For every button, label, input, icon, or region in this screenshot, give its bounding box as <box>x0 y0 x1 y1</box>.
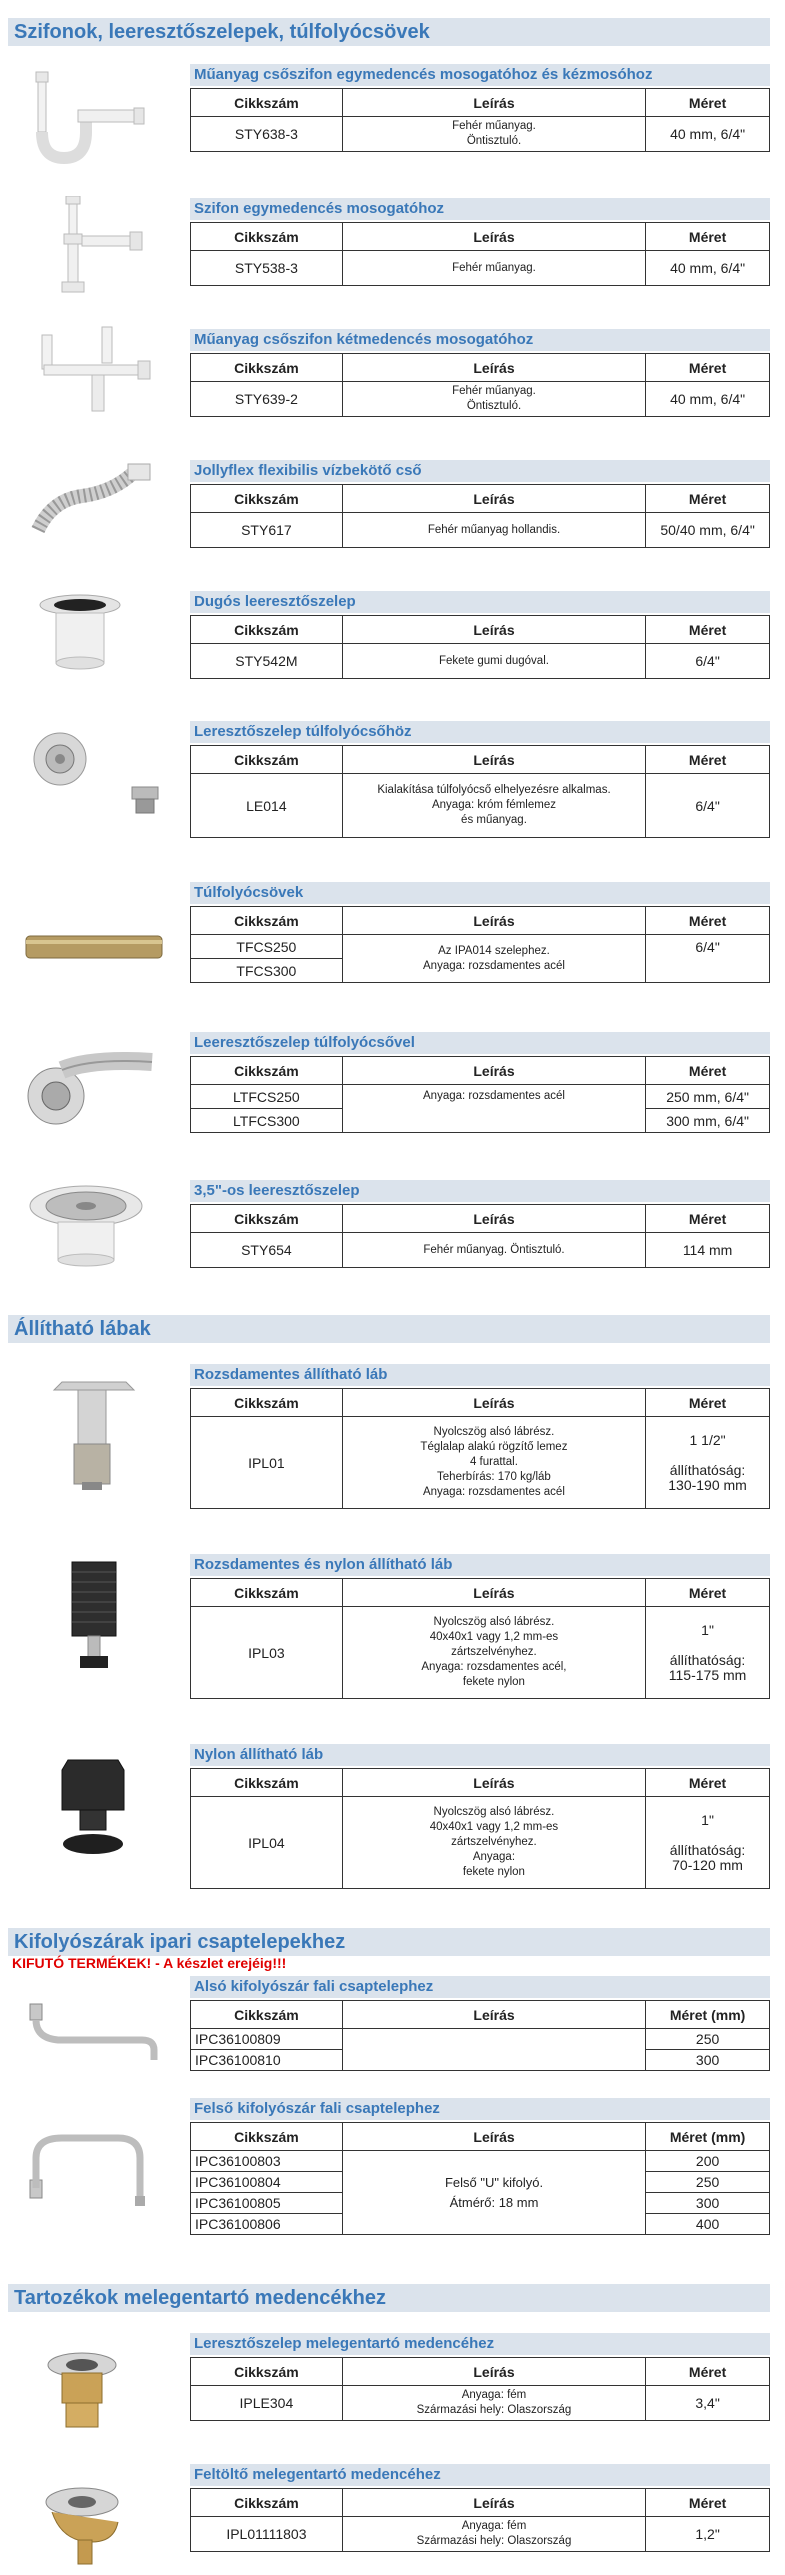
spout-image <box>22 2128 167 2218</box>
cell-size: 300 <box>646 2050 770 2071</box>
cell-code: IPC36100810 <box>191 2050 343 2071</box>
cell-size: 6/4" <box>646 935 770 983</box>
cell-code: STY617 <box>191 513 343 548</box>
cell-code: LTFCS250 <box>191 1085 343 1109</box>
col-code: Cikkszám <box>191 616 343 644</box>
col-size: Méret <box>646 1769 770 1797</box>
cell-desc: Anyaga: fém Származási hely: Olaszország <box>342 2517 645 2552</box>
product-title: Rozsdamentes és nylon állítható láb <box>190 1554 770 1576</box>
col-desc: Leírás <box>342 746 645 774</box>
product-title: Műanyag csőszifon kétmedencés mosogatóhoz <box>190 329 770 351</box>
col-desc: Leírás <box>342 1057 645 1085</box>
spec-table <box>190 353 770 417</box>
cell-desc: Anyaga: fém Származási hely: Olaszország <box>342 2386 645 2421</box>
siphon-image <box>22 325 167 425</box>
cell-code: STY638-3 <box>191 117 343 152</box>
spec-table <box>190 2122 770 2235</box>
cell-code: IPC36100803 <box>191 2151 343 2172</box>
col-desc: Leírás <box>342 2001 645 2029</box>
cell-code: IPC36100805 <box>191 2193 343 2214</box>
product-title: Leresztőszelep melegentartó medencéhez <box>190 2333 770 2355</box>
product-title: 3,5"-os leeresztőszelep <box>190 1180 770 1202</box>
col-desc: Leírás <box>342 354 645 382</box>
col-code: Cikkszám <box>191 2001 343 2029</box>
cell-code: STY639-2 <box>191 382 343 417</box>
cell-size: 200 <box>646 2151 770 2172</box>
drain-valve-image <box>22 729 167 829</box>
cell-desc: Anyaga: rozsdamentes acél <box>342 1085 645 1133</box>
col-code: Cikkszám <box>191 223 343 251</box>
col-code: Cikkszám <box>191 354 343 382</box>
cell-size: 6/4" <box>646 774 770 838</box>
cell-desc: Fehér műanyag. <box>342 251 645 286</box>
cell-code: IPL03 <box>191 1607 343 1699</box>
spec-table <box>190 88 770 152</box>
siphon-image <box>22 70 167 170</box>
drain-valve-image <box>22 1178 167 1278</box>
cell-desc: Fehér műanyag. Öntisztuló. <box>342 117 645 152</box>
cell-size: 40 mm, 6/4" <box>646 382 770 417</box>
spec-table <box>190 222 770 286</box>
col-desc: Leírás <box>342 89 645 117</box>
section-header-legs: Állítható lábak <box>8 1315 770 1343</box>
cell-size: 300 mm, 6/4" <box>646 1109 770 1133</box>
spec-table <box>190 1204 770 1268</box>
cell-code: IPL01 <box>191 1417 343 1509</box>
product-title: Dugós leeresztőszelep <box>190 591 770 613</box>
col-size: Méret <box>646 1579 770 1607</box>
spec-table <box>190 2488 770 2552</box>
cell-desc: Fekete gumi dugóval. <box>342 644 645 679</box>
cell-desc: Nyolcszög alsó lábrész. 40x40x1 vagy 1,2 mm-es zártszelvényhez. Anyaga: fekete nylon <box>342 1797 645 1889</box>
cell-code: LTFCS300 <box>191 1109 343 1133</box>
col-size: Méret <box>646 223 770 251</box>
cell-size: 114 mm <box>646 1233 770 1268</box>
flex-pipe-image <box>22 460 167 550</box>
cell-code: IPC36100809 <box>191 2029 343 2050</box>
col-code: Cikkszám <box>191 1769 343 1797</box>
section-header-spouts: Kifolyószárak ipari csaptelepekhez <box>8 1928 770 1956</box>
overflow-pipe-image <box>22 928 167 968</box>
product-title: Nylon állítható láb <box>190 1744 770 1766</box>
product-title: Feltöltő melegentartó medencéhez <box>190 2464 770 2486</box>
product-title: Jollyflex flexibilis vízbekötő cső <box>190 460 770 482</box>
drain-valve-image <box>22 1046 167 1136</box>
cell-desc: Fehér műanyag hollandis. <box>342 513 645 548</box>
col-code: Cikkszám <box>191 2123 343 2151</box>
cell-desc <box>342 2029 645 2071</box>
spec-table <box>190 484 770 548</box>
col-code: Cikkszám <box>191 2358 343 2386</box>
cell-code: IPC36100806 <box>191 2214 343 2235</box>
cell-size: 250 mm, 6/4" <box>646 1085 770 1109</box>
siphon-image <box>22 196 167 296</box>
col-size: Méret <box>646 1389 770 1417</box>
product-title: Szifon egymedencés mosogatóhoz <box>190 198 770 220</box>
cell-code: STY654 <box>191 1233 343 1268</box>
col-code: Cikkszám <box>191 485 343 513</box>
product-title: Felső kifolyószár fali csaptelephez <box>190 2098 770 2120</box>
cell-size: 50/40 mm, 6/4" <box>646 513 770 548</box>
cell-code: IPC36100804 <box>191 2172 343 2193</box>
col-size: Méret <box>646 2358 770 2386</box>
product-title: Leresztőszelep túlfolyócsőhöz <box>190 721 770 743</box>
cell-size: 40 mm, 6/4" <box>646 251 770 286</box>
adjustable-leg-image <box>22 1378 167 1498</box>
col-size: Méret <box>646 1057 770 1085</box>
col-desc: Leírás <box>342 485 645 513</box>
cell-code: STY538-3 <box>191 251 343 286</box>
spec-table <box>190 615 770 679</box>
spec-table <box>190 745 770 838</box>
col-desc: Leírás <box>342 1205 645 1233</box>
cell-code: IPL01111803 <box>191 2517 343 2552</box>
col-desc: Leírás <box>342 1389 645 1417</box>
cell-code: IPLE304 <box>191 2386 343 2421</box>
col-size: Méret <box>646 89 770 117</box>
product-title: Túlfolyócsövek <box>190 882 770 904</box>
col-code: Cikkszám <box>191 2489 343 2517</box>
drain-valve-image <box>22 591 167 686</box>
cell-code: LE014 <box>191 774 343 838</box>
cell-size: 1,2" <box>646 2517 770 2552</box>
cell-desc: Az IPA014 szelephez. Anyaga: rozsdamentes acél <box>342 935 645 983</box>
spec-table <box>190 1388 770 1509</box>
cell-size: 6/4" <box>646 644 770 679</box>
col-code: Cikkszám <box>191 907 343 935</box>
col-desc: Leírás <box>342 2358 645 2386</box>
col-desc: Leírás <box>342 2123 645 2151</box>
cell-size: 300 <box>646 2193 770 2214</box>
adjustable-leg-image <box>22 1750 167 1870</box>
cell-size: 40 mm, 6/4" <box>646 117 770 152</box>
col-desc: Leírás <box>342 1579 645 1607</box>
col-size: Méret <box>646 2489 770 2517</box>
spout-image <box>22 2002 167 2072</box>
spec-table <box>190 1578 770 1699</box>
spec-table <box>190 1768 770 1889</box>
cell-size: 1 1/2" állíthatóság: 130-190 mm <box>646 1417 770 1509</box>
cell-desc: Fehér műanyag. Öntisztuló. <box>342 1233 645 1268</box>
spec-table <box>190 906 770 983</box>
filler-image <box>22 2472 167 2572</box>
col-code: Cikkszám <box>191 89 343 117</box>
cell-code: STY542M <box>191 644 343 679</box>
col-size: Méret <box>646 616 770 644</box>
cell-desc: Nyolcszög alsó lábrész. 40x40x1 vagy 1,2 mm-es zártszelvényhez. Anyaga: rozsdamentes acél, fekete nylon <box>342 1607 645 1699</box>
cell-code: IPL04 <box>191 1797 343 1889</box>
col-desc: Leírás <box>342 2489 645 2517</box>
product-title: Leeresztőszelep túlfolyócsővel <box>190 1032 770 1054</box>
col-size: Méret <box>646 907 770 935</box>
cell-code: TFCS250 <box>191 935 343 959</box>
col-code: Cikkszám <box>191 1205 343 1233</box>
col-desc: Leírás <box>342 223 645 251</box>
product-title: Rozsdamentes állítható láb <box>190 1364 770 1386</box>
discontinued-warning: KIFUTÓ TERMÉKEK! - A készlet erejéig!!! <box>12 1955 287 1971</box>
col-size: Méret <box>646 746 770 774</box>
product-title: Alsó kifolyószár fali csaptelephez <box>190 1976 770 1998</box>
cell-desc: Fehér műanyag. Öntisztuló. <box>342 382 645 417</box>
col-code: Cikkszám <box>191 1389 343 1417</box>
cell-desc: Nyolcszög alsó lábrész. Téglalap alakú rögzítő lemez 4 furattal. Teherbírás: 170 kg/láb Anyaga: rozsdamentes acél <box>342 1417 645 1509</box>
col-desc: Leírás <box>342 907 645 935</box>
cell-size: 250 <box>646 2029 770 2050</box>
cell-size: 400 <box>646 2214 770 2235</box>
spec-table <box>190 2357 770 2421</box>
col-code: Cikkszám <box>191 1579 343 1607</box>
cell-size: 3,4" <box>646 2386 770 2421</box>
cell-size: 250 <box>646 2172 770 2193</box>
drain-valve-image <box>22 2343 167 2443</box>
col-code: Cikkszám <box>191 1057 343 1085</box>
col-size: Méret <box>646 354 770 382</box>
section-header-siphons: Szifonok, leeresztőszelepek, túlfolyócsövek <box>8 18 770 46</box>
product-title: Műanyag csőszifon egymedencés mosogatóhoz és kézmosóhoz <box>190 64 770 86</box>
col-size: Méret <box>646 485 770 513</box>
cell-desc: Felső "U" kifolyó. Átmérő: 18 mm <box>342 2151 645 2235</box>
col-size: Méret (mm) <box>646 2123 770 2151</box>
section-header-accessories: Tartozékok melegentartó medencékhez <box>8 2284 770 2312</box>
col-desc: Leírás <box>342 616 645 644</box>
spec-table <box>190 1056 770 1133</box>
cell-code: TFCS300 <box>191 959 343 983</box>
col-code: Cikkszám <box>191 746 343 774</box>
col-size: Méret <box>646 1205 770 1233</box>
cell-size: 1" állíthatóság: 70-120 mm <box>646 1797 770 1889</box>
cell-desc: Kialakítása túlfolyócső elhelyezésre alkalmas. Anyaga: króm fémlemez és műanyag. <box>342 774 645 838</box>
adjustable-leg-image <box>22 1556 167 1676</box>
cell-size: 1" állíthatóság: 115-175 mm <box>646 1607 770 1699</box>
spec-table <box>190 2000 770 2071</box>
col-size: Méret (mm) <box>646 2001 770 2029</box>
col-desc: Leírás <box>342 1769 645 1797</box>
